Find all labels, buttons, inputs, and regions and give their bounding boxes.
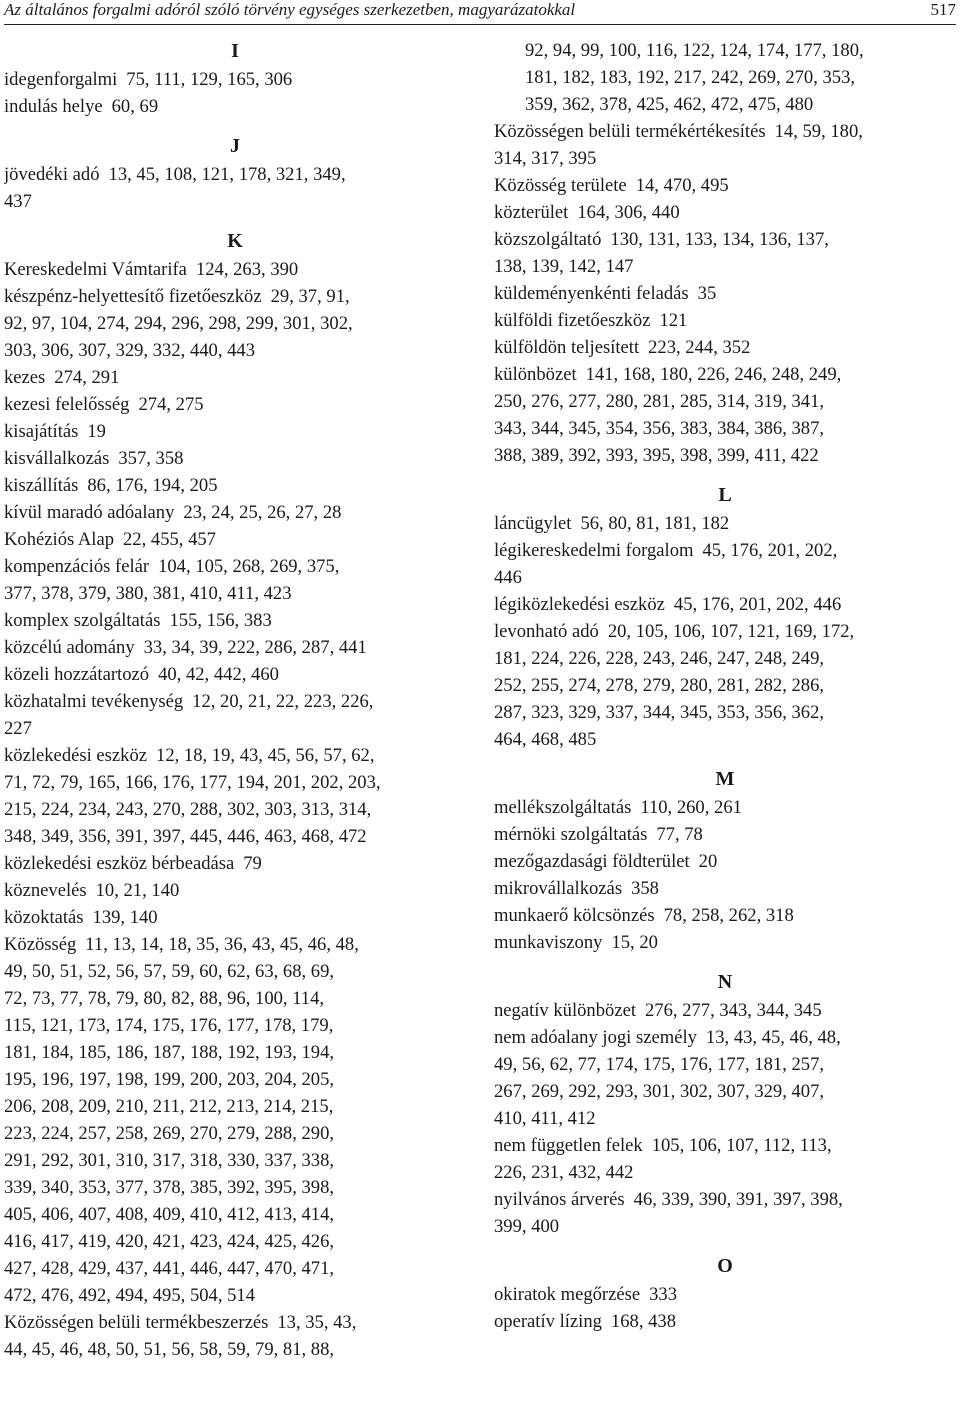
index-term: légiközlekedési eszköz (494, 594, 665, 615)
book-title: Az általános forgalmi adóról szóló törvény egységes szerkezetben, magyarázatokkal (4, 0, 576, 19)
index-entry (494, 510, 956, 537)
page-references: 276, 277, 343, 344, 345 (645, 1000, 822, 1021)
index-term: munkaviszony (494, 932, 603, 953)
index-term: közcélú adomány (4, 637, 135, 658)
index-entry (494, 1186, 956, 1240)
page-references: 40, 42, 442, 460 (158, 664, 279, 685)
index-entry (4, 877, 466, 904)
index-entry (494, 997, 956, 1024)
page-references-continued: 267, 269, 292, 293, 301, 302, 307, 329, 407, (494, 1081, 825, 1102)
page-references-continued: 348, 349, 356, 391, 397, 445, 446, 463, 468, 472 (4, 826, 367, 847)
page-references-continued: 227 (4, 718, 32, 739)
page-references: 75, 111, 129, 165, 306 (126, 69, 293, 90)
index-term: Közösségen belüli termékértékesítés (494, 121, 766, 142)
index-term: mellékszolgáltatás (494, 797, 632, 818)
page-references: 168, 438 (610, 1311, 676, 1332)
index-term: Közösségen belüli termékbeszerzés (4, 1312, 269, 1333)
page-references: 358 (631, 878, 659, 899)
index-term: mikrovállalkozás (494, 878, 623, 899)
index-term: Közösség (4, 934, 77, 955)
page-references: 46, 339, 390, 391, 397, 398, (633, 1189, 843, 1210)
page-references: 357, 358 (118, 448, 184, 469)
page-references: 274, 275 (138, 394, 204, 415)
page-references: 13, 45, 108, 121, 178, 321, 349, (108, 164, 346, 185)
index-term: komplex szolgáltatás (4, 610, 161, 631)
index-term: kiszállítás (4, 475, 79, 496)
page-references: 20 (698, 851, 718, 872)
index-entry (4, 688, 466, 742)
index-entry (494, 902, 956, 929)
page-references: 22, 455, 457 (123, 529, 216, 550)
page-references: 110, 260, 261 (640, 797, 742, 818)
index-term: nyilvános árverés (494, 1189, 625, 1210)
index-entry (4, 1309, 466, 1363)
index-entry (494, 37, 956, 118)
page-references-continued: 223, 224, 257, 258, 269, 270, 279, 288, 290, (4, 1123, 335, 1144)
index-term: mérnöki szolgáltatás (494, 824, 648, 845)
index-term: közlekedési eszköz (4, 745, 148, 766)
index-entry (494, 821, 956, 848)
index-entry (4, 931, 466, 1309)
index-term: Kereskedelmi Vámtarifa (4, 259, 187, 280)
index-entry (4, 283, 466, 364)
index-term: köznevelés (4, 880, 87, 901)
page-references-continued: 399, 400 (494, 1216, 560, 1237)
index-entry (494, 118, 956, 172)
page-references: 20, 105, 106, 107, 121, 169, 172, (607, 621, 855, 642)
index-entry (494, 929, 956, 956)
page-references-continued: 287, 323, 329, 337, 344, 345, 353, 356, 362, (494, 702, 825, 723)
index-entry (4, 850, 466, 877)
index-term: légikereskedelmi forgalom (494, 540, 694, 561)
page-references: 141, 168, 180, 226, 246, 248, 249, (585, 364, 842, 385)
page-references-continued: 339, 340, 353, 377, 378, 385, 392, 395, 398, (4, 1177, 335, 1198)
index-entry (4, 499, 466, 526)
index-term: közoktatás (4, 907, 84, 928)
page-references-continued: 464, 468, 485 (494, 729, 597, 750)
index-entry (4, 93, 466, 120)
page-references-continued: 226, 231, 432, 442 (494, 1162, 634, 1183)
page-references-continued: 410, 411, 412 (494, 1108, 596, 1129)
page-references-continued: 181, 182, 183, 192, 217, 242, 269, 270, 353, (525, 67, 856, 88)
section-letter: K (227, 230, 243, 252)
index-term: kisvállalkozás (4, 448, 110, 469)
index-entry (4, 904, 466, 931)
page-references: 333 (649, 1284, 677, 1305)
index-term: közszolgáltató (494, 229, 602, 250)
page-references-continued: 181, 184, 185, 186, 187, 188, 192, 193, 194, (4, 1042, 335, 1063)
index-entry (494, 1132, 956, 1186)
page-references: 104, 105, 268, 269, 375, (158, 556, 340, 577)
page-references: 139, 140 (92, 907, 158, 928)
index-entry (494, 618, 956, 753)
index-entry (4, 418, 466, 445)
page-references: 12, 18, 19, 43, 45, 56, 57, 62, (156, 745, 375, 766)
page-references-continued: 49, 50, 51, 52, 56, 57, 59, 60, 62, 63, 68, 69, (4, 961, 335, 982)
section-letter: N (717, 971, 733, 993)
index-term: kívül maradó adóalany (4, 502, 175, 523)
index-entry (494, 280, 956, 307)
index-term: nem független felek (494, 1135, 643, 1156)
page-references-continued: 206, 208, 209, 210, 211, 212, 213, 214, 215, (4, 1096, 334, 1117)
index-term: Közösség területe (494, 175, 627, 196)
page-references: 274, 291 (54, 367, 120, 388)
section-letter: L (718, 484, 732, 506)
index-entry (494, 875, 956, 902)
index-term: negatív különbözet (494, 1000, 636, 1021)
page-references-continued: 303, 306, 307, 329, 332, 440, 443 (4, 340, 256, 361)
index-term: külföldön teljesített (494, 337, 640, 358)
page-references-continued: 71, 72, 79, 165, 166, 176, 177, 194, 201, 202, 203, (4, 772, 381, 793)
index-entry (494, 1281, 956, 1308)
index-term: közeli hozzátartozó (4, 664, 150, 685)
page-references: 15, 20 (611, 932, 658, 953)
page-references: 45, 176, 201, 202, (702, 540, 838, 561)
index-term: operatív lízing (494, 1311, 602, 1332)
index-entry (4, 526, 466, 553)
index-entry (4, 391, 466, 418)
page-references-continued: 215, 224, 234, 243, 270, 288, 302, 303, 313, 314, (4, 799, 372, 820)
page-references: 29, 37, 91, (270, 286, 350, 307)
index-entry (4, 472, 466, 499)
index-term: készpénz-helyettesítő fizetőeszköz (4, 286, 262, 307)
index-entry (4, 445, 466, 472)
index-term: közterület (494, 202, 569, 223)
page-references-continued: 195, 196, 197, 198, 199, 200, 203, 204, 205, (4, 1069, 335, 1090)
index-term: különbözet (494, 364, 577, 385)
index-term: jövedéki adó (4, 164, 100, 185)
page-references: 19 (87, 421, 106, 442)
page-references: 23, 24, 25, 26, 27, 28 (183, 502, 342, 523)
page-references: 164, 306, 440 (577, 202, 680, 223)
page-references-continued: 427, 428, 429, 437, 441, 446, 447, 470, 471, (4, 1258, 335, 1279)
page-number: 517 (930, 0, 956, 19)
page-references-continued: 314, 317, 395 (494, 148, 597, 169)
page-references: 45, 176, 201, 202, 446 (673, 594, 842, 615)
page-references: 14, 59, 180, (774, 121, 863, 142)
index-entry (4, 742, 466, 850)
page-references: 86, 176, 194, 205 (87, 475, 218, 496)
index-term: közlekedési eszköz bérbeadása (4, 853, 235, 874)
index-entry (4, 256, 466, 283)
page-references: 78, 258, 262, 318 (663, 905, 794, 926)
page-references-continued: 416, 417, 419, 420, 421, 423, 424, 425, 426, (4, 1231, 335, 1252)
page-references: 13, 35, 43, (277, 1312, 357, 1333)
index-term: kezes (4, 367, 46, 388)
page-references: 13, 43, 45, 46, 48, (705, 1027, 841, 1048)
index-term: kisajátítás (4, 421, 79, 442)
page-references-continued: 181, 224, 226, 228, 243, 246, 247, 248, 249, (494, 648, 825, 669)
section-letter: I (231, 40, 239, 62)
page-references-continued: 138, 139, 142, 147 (494, 256, 634, 277)
page-references: 223, 244, 352 (648, 337, 751, 358)
index-entry (494, 199, 956, 226)
index-term: kezesi felelősség (4, 394, 130, 415)
index-term: külföldi fizetőeszköz (494, 310, 651, 331)
section-letter: M (715, 768, 735, 790)
page-references: 105, 106, 107, 112, 113, (651, 1135, 832, 1156)
index-entry (4, 161, 466, 215)
index-term: okiratok megőrzése (494, 1284, 641, 1305)
index-entry (494, 334, 956, 361)
index-entry (494, 361, 956, 469)
index-entry (494, 1308, 956, 1335)
index-entry (494, 1024, 956, 1132)
index-entry (4, 607, 466, 634)
index-column-right (494, 37, 956, 1335)
page-references: 35 (697, 283, 717, 304)
index-entry (4, 661, 466, 688)
page-references-continued: 405, 406, 407, 408, 409, 410, 412, 413, 414, (4, 1204, 335, 1225)
page-references-continued: 44, 45, 46, 48, 50, 51, 56, 58, 59, 79, 81, 88, (4, 1339, 335, 1360)
page-references: 77, 78 (656, 824, 703, 845)
page-references: 11, 13, 14, 18, 35, 36, 43, 45, 46, 48, (85, 934, 359, 955)
page-references: 33, 34, 39, 222, 286, 287, 441 (143, 637, 367, 658)
index-term: közhatalmi tevékenység (4, 691, 184, 712)
page-references-continued: 472, 476, 492, 494, 495, 504, 514 (4, 1285, 256, 1306)
page-references-continued: 92, 97, 104, 274, 294, 296, 298, 299, 301, 302, (4, 313, 353, 334)
index-entry (494, 172, 956, 199)
index-term: levonható adó (494, 621, 599, 642)
section-letter: J (230, 135, 240, 157)
index-entry (494, 848, 956, 875)
page-references: 12, 20, 21, 22, 223, 226, (192, 691, 374, 712)
index-entry (494, 591, 956, 618)
page-references: 155, 156, 383 (169, 610, 272, 631)
page-references-continued: 291, 292, 301, 310, 317, 318, 330, 337, 338, (4, 1150, 335, 1171)
page-references-continued: 252, 255, 274, 278, 279, 280, 281, 282, 286, (494, 675, 825, 696)
page-references-continued: 343, 344, 345, 354, 356, 383, 384, 386, 387, (494, 418, 825, 439)
index-entry (494, 307, 956, 334)
page-references: 124, 263, 390 (195, 259, 299, 280)
index-term: mezőgazdasági földterület (494, 851, 690, 872)
index-entry (494, 537, 956, 591)
index-entry (494, 794, 956, 821)
index-entry (4, 364, 466, 391)
index-term: Kohéziós Alap (4, 529, 114, 550)
index-term: munkaerő kölcsönzés (494, 905, 655, 926)
running-header (4, 0, 956, 25)
page-references-continued: 72, 73, 77, 78, 79, 80, 82, 88, 96, 100, 114, (4, 988, 325, 1009)
index-term: indulás helye (4, 96, 103, 117)
section-letter: O (717, 1255, 733, 1277)
index-term: küldeményenkénti feladás (494, 283, 689, 304)
page-references: 56, 80, 81, 181, 182 (580, 513, 730, 534)
page-references-continued: 446 (494, 567, 522, 588)
index-entry (4, 553, 466, 607)
page-references-continued: 49, 56, 62, 77, 174, 175, 176, 177, 181, 257, (494, 1054, 825, 1075)
index-entry (4, 66, 466, 93)
page-references: 14, 470, 495 (635, 175, 729, 196)
page-references-continued: 377, 378, 379, 380, 381, 410, 411, 423 (4, 583, 292, 604)
index-term: nem adóalany jogi személy (494, 1027, 697, 1048)
index-entry (4, 634, 466, 661)
index-term: idegenforgalmi (4, 69, 118, 90)
page-references: 10, 21, 140 (95, 880, 180, 901)
page-references: 60, 69 (111, 96, 159, 117)
page-references: 92, 94, 99, 100, 116, 122, 124, 174, 177, 180, (525, 40, 864, 61)
index-term: láncügylet (494, 513, 572, 534)
index-column-left (4, 37, 466, 1363)
page-references-continued: 115, 121, 173, 174, 175, 176, 177, 178, 179, (4, 1015, 334, 1036)
index-term: kompenzációs felár (4, 556, 150, 577)
page-references: 130, 131, 133, 134, 136, 137, (610, 229, 829, 250)
page-references-continued: 359, 362, 378, 425, 462, 472, 475, 480 (525, 94, 814, 115)
page-references: 121 (659, 310, 688, 331)
page-references-continued: 388, 389, 392, 393, 395, 398, 399, 411, 422 (494, 445, 819, 466)
page-references-continued: 250, 276, 277, 280, 281, 285, 314, 319, 341, (494, 391, 825, 412)
page-references: 79 (243, 853, 262, 874)
page-references-continued: 437 (4, 191, 32, 212)
index-entry (494, 226, 956, 280)
